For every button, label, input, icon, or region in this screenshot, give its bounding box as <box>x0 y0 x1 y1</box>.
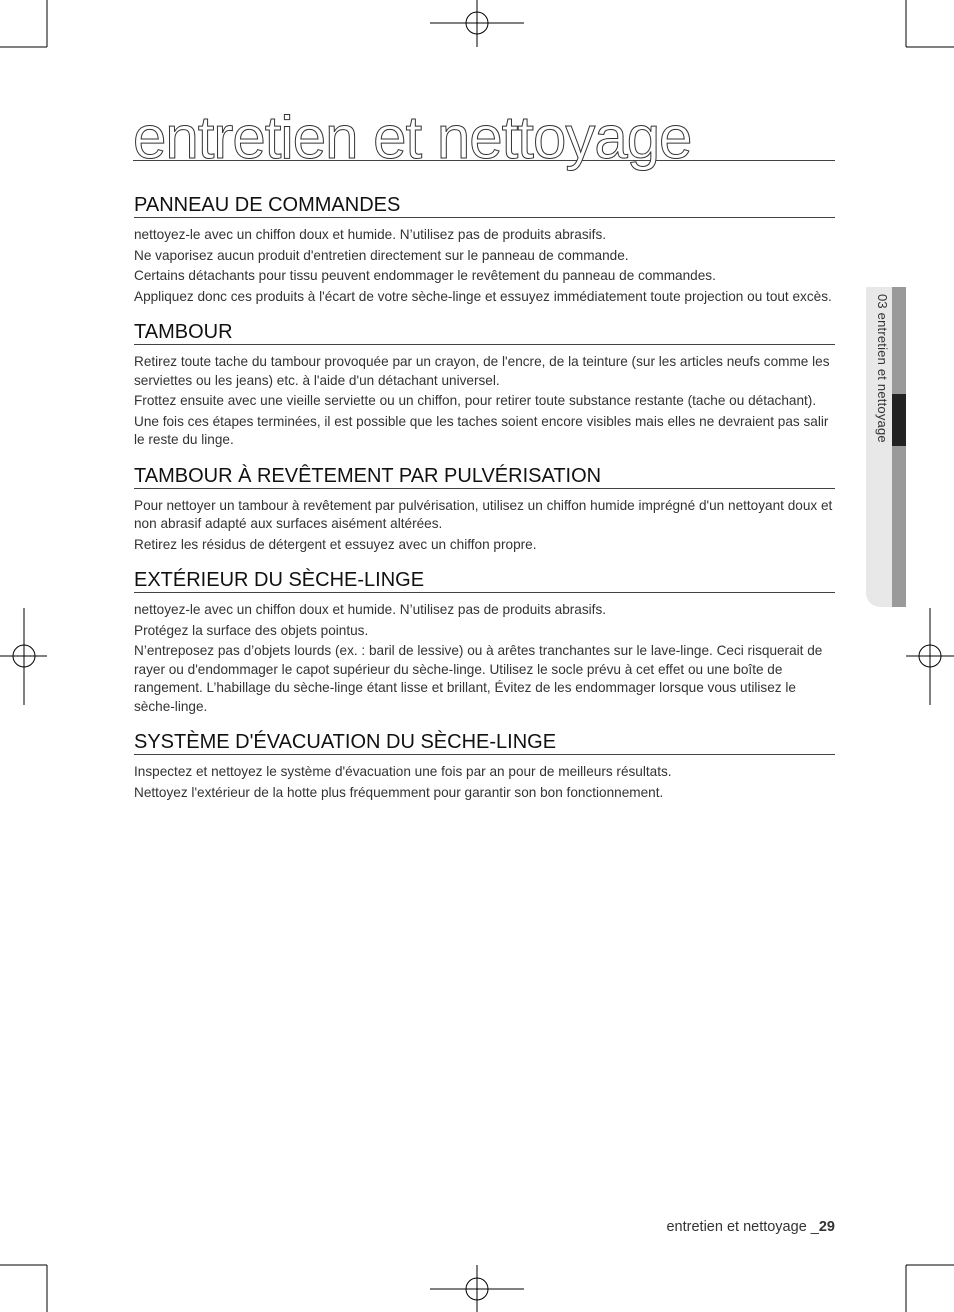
section-heading: PANNEAU DE COMMANDES <box>134 193 835 218</box>
paragraph: Retirez les résidus de détergent et essuyez avec un chiffon propre. <box>134 536 537 552</box>
paragraph: nettoyez-le avec un chiffon doux et humide. N’utilisez pas de produits abrasifs. <box>134 602 607 617</box>
chapter-tab-label: 03 entretien et nettoyage <box>875 294 890 443</box>
paragraph: Certains détachants pour tissu peuvent endommager le revêtement du panneau de commandes. <box>134 268 716 283</box>
paragraph: nettoyez-le avec un chiffon doux et humide. N’utilisez pas de produits abrasifs. <box>134 227 607 242</box>
section-systeme-evacuation <box>134 730 835 802</box>
section-panneau-de-commandes <box>134 193 835 306</box>
page-title: entretien et nettoyage <box>133 108 835 161</box>
footer-text: entretien et nettoyage _ <box>666 1219 819 1235</box>
paragraph: Protégez la surface des objets pointus. <box>134 622 369 638</box>
section-tambour-revetement <box>134 464 835 555</box>
content <box>134 193 835 816</box>
section-heading: SYSTÈME D'ÉVACUATION DU SÈCHE-LINGE <box>134 730 835 755</box>
paragraph: Ne vaporisez aucun produit d'entretien directement sur le panneau de commande. <box>134 247 629 263</box>
paragraph: N’entreposez pas d’objets lourds (ex. : baril de lessive) ou à arêtes tranchantes sur le lave-linge. Ceci risquerait de rayer ou d'endommager le capot supérieur du sèche-linge. Utilisez le socle prévu à cet effet ou une boîte de rangement. L’habillage du sèche-linge étant lisse et brillant, Évitez de les endommager lorsque vous utilisez le sèche-linge. <box>134 643 823 714</box>
section-heading: EXTÉRIEUR DU SÈCHE-LINGE <box>134 568 835 593</box>
paragraph: Retirez toute tache du tambour provoquée par un crayon, de l'encre, de la teinture (sur les articles neufs comme les serviettes ou les jeans) etc. à l'aide d'un détachant universel. <box>134 354 830 388</box>
section-heading: TAMBOUR <box>134 320 835 345</box>
page-number: 29 <box>818 1219 835 1235</box>
paragraph: Inspectez et nettoyez le système d'évacuation une fois par an pour de meilleurs résultats. <box>134 764 672 779</box>
chapter-tab-bar <box>892 287 906 607</box>
paragraph: Une fois ces étapes terminées, il est possible que les taches soient encore visibles mais elles ne devraient pas salir le reste du linge. <box>134 413 829 447</box>
page-footer <box>666 1219 835 1235</box>
chapter-tab-marker <box>892 394 906 446</box>
paragraph: Frottez ensuite avec une vieille serviette ou un chiffon, pour retirer toute substance restante (tache ou détachant). <box>134 393 817 408</box>
section-heading: TAMBOUR À REVÊTEMENT PAR PULVÉRISATION <box>134 464 835 489</box>
paragraph: Appliquez donc ces produits à l'écart de votre sèche-linge et essuyez immédiatement toute projection ou tout excès. <box>134 288 832 304</box>
paragraph: Pour nettoyer un tambour à revêtement par pulvérisation, utilisez un chiffon humide imprégné d'un nettoyant doux et non abrasif adapté aux surfaces aisément altérées. <box>134 497 833 531</box>
section-exterieur <box>134 568 835 716</box>
paragraph: Nettoyez l'extérieur de la hotte plus fréquemment pour garantir son bon fonctionnement. <box>134 784 664 800</box>
section-tambour <box>134 320 835 450</box>
